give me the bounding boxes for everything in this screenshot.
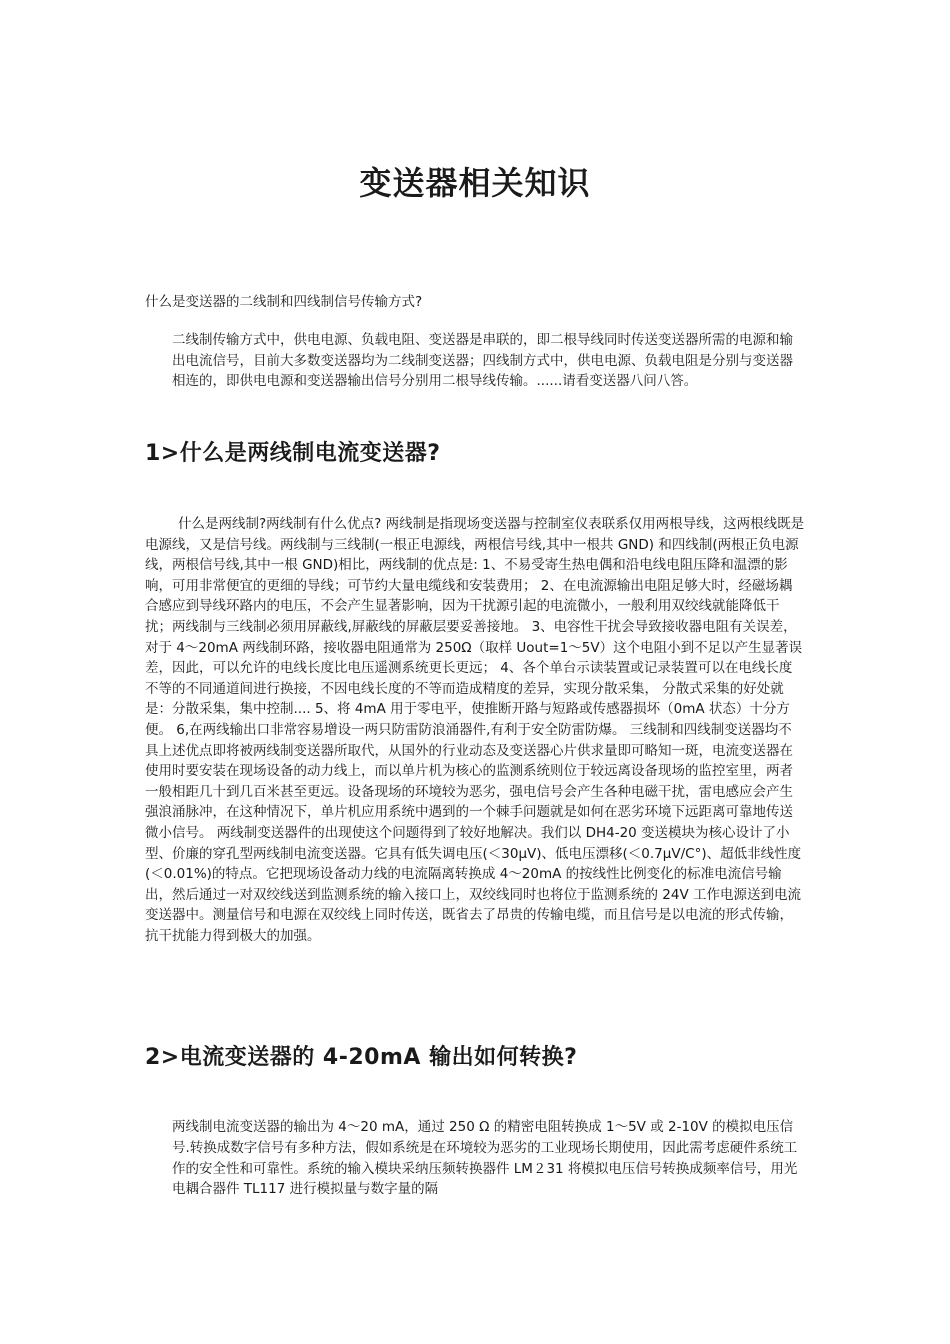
section-1-heading: 1>什么是两线制电流变送器? <box>145 441 441 466</box>
intro-question: 什么是变送器的二线制和四线制信号传输方式? <box>145 294 423 310</box>
section-2-body: 两线制电流变送器的输出为 4～20 mA，通过 250 Ω 的精密电阻转换成 1～5V 或 2-10V 的模拟电压信号.转换成数字信号有多种方法，假如系统是在环境较为恶劣的工业现场长期使用，因此需考虑硬件系统工作的安全性和可靠性。系统的输入模块采纳压频转换器件 LM２31 将模拟电压信号转换成频率信号，用光电耦合器件 TL117 进行模拟量与数字量的隔 <box>172 1119 798 1198</box>
section-1-body <box>145 514 805 946</box>
page-title: 变送器相关知识 <box>359 164 591 202</box>
intro-paragraph: 二线制传输方式中，供电电源、负载电阻、变送器是串联的，即二根导线同时传送变送器所需的电源和输出电流信号，目前大多数变送器均为二线制变送器；四线制方式中，供电电源、负载电阻是分别与变送器相连的，即供电电源和变送器输出信号分别用二根导线传输。......请看变送器八问八答。 <box>172 332 793 389</box>
section-1-body-text: 什么是两线制?两线制有什么优点? 两线制是指现场变送器与控制室仪表联系仅用两根导线，这两根线既是电源线，又是信号线。两线制与三线制(一根正电源线，两根信号线,其中一根共 GND) 和四线制(两根正负电源线，两根信号线,其中一根 GND)相比，两线制的优点是: 1、不易受寄生热电偶和沿电线电阻压降和温漂的影响，可用非常便宜的更细的导线；可节约大量电缆线和安装费用； 2、在电流源输出电阻足够大时，经磁场耦合感应到导线环路内的电压，不会产生显著影响，因为干扰源引起的电流微小，一般利用双绞线就能降低干扰；两线制与三线制必须用屏蔽线,屏蔽线的屏蔽层要妥善接地。 3、电容性干扰会导致接收器电阻有关误差，对于 4～20mA 两线制环路，接收器电阻通常为 250Ω（取样 Uout=1～5V）这个电阻小到不足以产生显著误差，因此，可以允许的电线长度比电压遥测系统更长更远； 4、各个单台示读装置或记录装置可以在电线长度不等的不同通道间进行换接，不因电线长度的不等而造成精度的差异，实现分散采集， 分散式采集的好处就是：分散采集，集中控制.... 5、将 4mA 用于零电平，使推断开路与短路或传感器损坏（0mA 状态）十分方便。 6,在两线输出口非常容易增设一两只防雷防浪涌器件,有利于安全防雷防爆。 三线制和四线制变送器均不具上述优点即将被两线制变送器所取代，从国外的行业动态及变送器心片供求量即可略知一斑，电流变送器在使用时要安装在现场设备的动力线上，而以单片机为核心的监测系统则位于较远离设备现场的监控室里，两者一般相距几十到几百米甚至更远。设备现场的环境较为恶劣，强电信号会产生各种电磁干扰，雷电感应会产生强浪涌脉冲，在这种情况下，单片机应用系统中遇到的一个棘手问题就是如何在恶劣环境下远距离可靠地传送微小信号。 两线制变送器件的出现使这个问题得到了较好地解决。我们以 DH4-20 变送模块为核心设计了小型、价廉的穿孔型两线制电流变送器。它具有低失调电压(＜30μV)、低电压漂移(＜0.7μV/C°)、超低非线性度(＜0.01%)的特点。它把现场设备动力线的电流隔离转换成 4～20mA 的按线性比例变化的标准电流信号输出，然后通过一对双绞线送到监测系统的输入接口上，双绞线同时也将位于监测系统的 24V 工作电源送到电流变送器中。测量信号和电源在双绞线上同时传送，既省去了昂贵的传输电缆，而且信号是以电流的形式传输，抗干扰能力得到极大的加强。 <box>145 516 805 944</box>
section-2-heading: 2>电流变送器的 4-20mA 输出如何转换? <box>145 1045 578 1070</box>
